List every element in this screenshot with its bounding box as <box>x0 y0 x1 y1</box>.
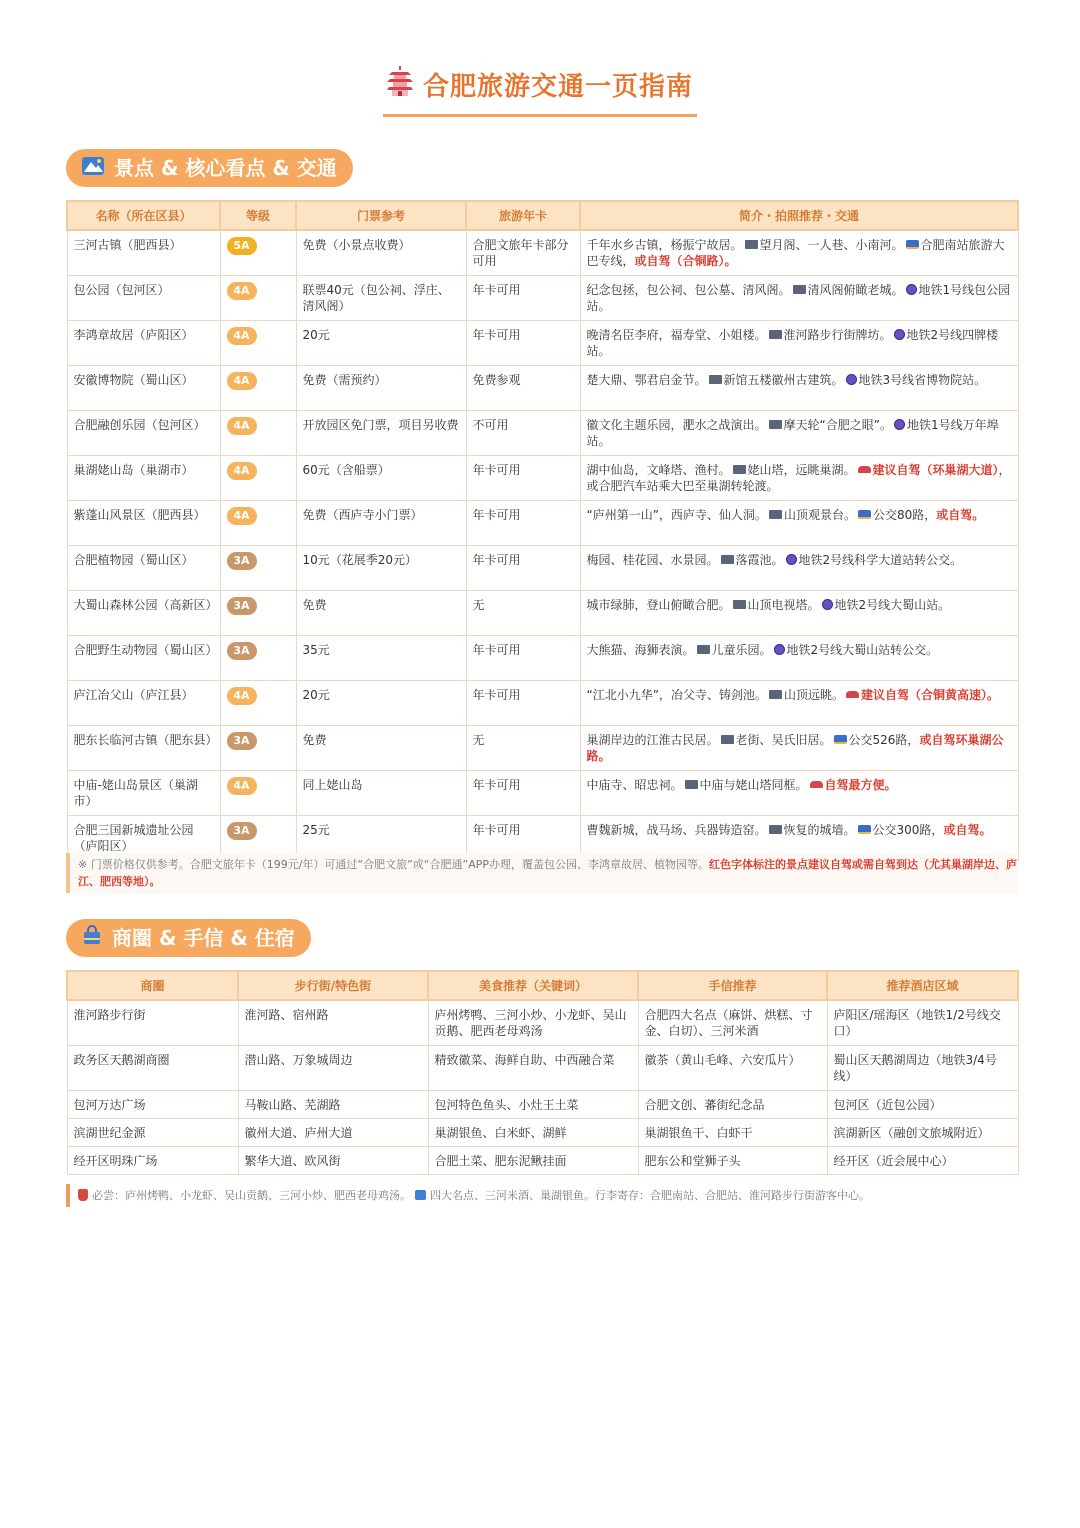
section-attractions-title: 景点 & 核心看点 & 交通 <box>114 156 337 180</box>
self-drive-highlight: 或自驾（合铜路）。 <box>634 254 737 268</box>
description-text: 巢湖岸边的江淮古民居。 <box>586 733 719 747</box>
column-header-annual-card: 旅游年卡 <box>466 201 580 230</box>
food-recommendation: 庐州烤鸭、三河小炒、小龙虾、吴山贡鹅、肥西老母鸡汤 <box>428 1000 638 1046</box>
camera-icon <box>769 690 782 699</box>
attraction-ticket: 25元 <box>296 816 466 861</box>
level-badge: 4A <box>227 282 257 300</box>
column-header-name: 名称（所在区县） <box>67 201 220 230</box>
attraction-annual-card: 年卡可用 <box>466 681 580 726</box>
level-badge: 4A <box>227 417 257 435</box>
description-text: 儿童乐园。 <box>711 643 772 657</box>
description-text: 地铁2号线大蜀山站。 <box>834 598 951 612</box>
attraction-description <box>580 411 1018 456</box>
hotel-area: 经开区（近会展中心） <box>827 1147 1018 1175</box>
table-row <box>67 1000 1018 1046</box>
attraction-name: 安徽博物院（蜀山区） <box>67 366 220 411</box>
attraction-level <box>220 681 296 726</box>
attraction-annual-card: 年卡可用 <box>466 276 580 321</box>
column-header-description: 简介・拍照推荐・交通 <box>580 201 1018 230</box>
shopping-note-luggage: 四大名点、三河米酒、巢湖银鱼。行李寄存：合肥南站、合肥站、淮河路步行街游客中心。 <box>430 1189 870 1202</box>
description-text: 恢复的城墙。 <box>783 823 856 837</box>
street-name: 马鞍山路、芜湖路 <box>238 1091 428 1119</box>
level-badge: 4A <box>227 327 257 345</box>
level-badge: 5A <box>227 237 257 255</box>
table-row <box>67 681 1018 726</box>
bus-icon <box>834 735 847 744</box>
attraction-name: 中庙-姥山岛景区（巢湖市） <box>67 771 220 816</box>
attraction-annual-card: 年卡可用 <box>466 456 580 501</box>
description-text: 地铁2号线四牌楼站。 <box>586 328 999 358</box>
description-text: 中庙与姥山塔同框。 <box>699 778 808 792</box>
hotel-area: 包河区（近包公园） <box>827 1091 1018 1119</box>
level-badge: 4A <box>227 372 257 390</box>
attraction-annual-card: 无 <box>466 591 580 636</box>
camera-icon <box>793 285 806 294</box>
attraction-annual-card: 免费参观 <box>466 366 580 411</box>
self-drive-highlight: 或自驾环巢湖公路。 <box>586 733 1004 763</box>
attraction-annual-card: 年卡可用 <box>466 771 580 816</box>
food-recommendation: 合肥土菜、肥东泥鳅挂面 <box>428 1147 638 1175</box>
attraction-ticket: 35元 <box>296 636 466 681</box>
district-name: 包河万达广场 <box>67 1091 238 1119</box>
table-row <box>67 1046 1018 1091</box>
attraction-name: 三河古镇（肥西县） <box>67 230 220 276</box>
column-header-hotel-area: 推荐酒店区域 <box>827 971 1018 1000</box>
attraction-annual-card: 不可用 <box>466 411 580 456</box>
souvenir-recommendation: 徽茶（黄山毛峰、六安瓜片） <box>638 1046 827 1091</box>
level-badge: 4A <box>227 687 257 705</box>
description-text: 徽文化主题乐园，淝水之战演出。 <box>586 418 767 432</box>
camera-icon <box>733 600 746 609</box>
table-row <box>67 636 1018 681</box>
self-drive-highlight: 建议自驾（环巢湖大道） <box>872 463 999 477</box>
attraction-name: 紫蓬山风景区（肥西县） <box>67 501 220 546</box>
metro-icon <box>894 329 905 340</box>
attraction-annual-card: 合肥文旅年卡部分可用 <box>466 230 580 276</box>
shopping-note <box>66 1184 1018 1207</box>
section-shopping-heading <box>66 919 311 957</box>
attraction-name: 大蜀山森林公园（高新区） <box>67 591 220 636</box>
hotel-area: 庐阳区/瑶海区（地铁1/2号线交口） <box>827 1000 1018 1046</box>
attraction-name: 合肥野生动物园（蜀山区） <box>67 636 220 681</box>
camera-icon <box>685 780 698 789</box>
level-badge: 4A <box>227 507 257 525</box>
district-name: 淮河路步行街 <box>67 1000 238 1046</box>
attraction-level <box>220 501 296 546</box>
attraction-level <box>220 230 296 276</box>
bus-icon <box>858 825 871 834</box>
shopping-table <box>66 970 1019 1175</box>
description-text: 老街、吴氏旧居。 <box>735 733 832 747</box>
street-name: 淮河路、宿州路 <box>238 1000 428 1046</box>
description-text: 楚大鼎、鄂君启金节。 <box>586 373 707 387</box>
description-text: 公交300路， <box>872 823 944 837</box>
shopping-table-body <box>67 1000 1018 1175</box>
self-drive-highlight: 或自驾。 <box>936 508 985 522</box>
metro-icon <box>822 599 833 610</box>
description-text: 中庙寺、昭忠祠。 <box>586 778 683 792</box>
hotel-area: 蜀山区天鹅湖周边（地铁3/4号线） <box>827 1046 1018 1091</box>
self-drive-highlight: 自驾最方便。 <box>824 778 897 792</box>
attraction-level <box>220 456 296 501</box>
level-badge: 4A <box>227 462 257 480</box>
attraction-annual-card: 年卡可用 <box>466 321 580 366</box>
column-header-ticket: 门票参考 <box>296 201 466 230</box>
attraction-ticket: 20元 <box>296 681 466 726</box>
table-row <box>67 230 1018 276</box>
table-row <box>67 726 1018 771</box>
column-header-level: 等级 <box>220 201 296 230</box>
attraction-level <box>220 321 296 366</box>
description-text: 曹魏新城，战马场、兵器铸造窑。 <box>586 823 767 837</box>
camera-icon <box>769 420 782 429</box>
level-badge: 3A <box>227 642 257 660</box>
description-text: 地铁1号线包公园站。 <box>586 283 1011 313</box>
description-text: 合肥南站旅游大巴专线， <box>586 238 1005 268</box>
attraction-description <box>580 546 1018 591</box>
attraction-description <box>580 591 1018 636</box>
souvenir-recommendation: 合肥四大名点（麻饼、烘糕、寸金、白切）、三河米酒 <box>638 1000 827 1046</box>
self-drive-highlight: 建议自驾（合铜黄高速）。 <box>860 688 999 702</box>
mountain-lake-icon <box>82 149 104 187</box>
attraction-ticket: 10元（花展季20元） <box>296 546 466 591</box>
description-text: 晚清名臣李府，福寿堂、小姐楼。 <box>586 328 767 342</box>
description-text: 地铁3号线省博物院站。 <box>858 373 987 387</box>
description-text: 淮河路步行街牌坊。 <box>783 328 892 342</box>
description-text: 落霞池。 <box>735 553 784 567</box>
description-text: 山顶观景台。 <box>783 508 856 522</box>
attraction-name: 合肥植物园（蜀山区） <box>67 546 220 591</box>
camera-icon <box>721 555 734 564</box>
description-text: “江北小九华”，冶父寺、铸剑池。 <box>586 688 767 702</box>
attraction-ticket: 免费 <box>296 591 466 636</box>
description-text: ，或合肥汽车站乘大巴至巢湖转轮渡。 <box>586 463 1011 493</box>
camera-icon <box>769 330 782 339</box>
attraction-annual-card: 年卡可用 <box>466 636 580 681</box>
shopping-note-food: 必尝：庐州烤鸭、小龙虾、吴山贡鹅、三河小炒、肥西老母鸡汤。 <box>92 1189 411 1202</box>
bus-icon <box>858 510 871 519</box>
description-text: 山顶远眺。 <box>783 688 844 702</box>
table-row <box>67 1119 1018 1147</box>
attractions-table-header <box>67 201 1018 230</box>
street-name: 徽州大道、庐州大道 <box>238 1119 428 1147</box>
table-row <box>67 591 1018 636</box>
column-header-food: 美食推荐（关键词） <box>428 971 638 1000</box>
souvenir-recommendation: 巢湖银鱼干、白虾干 <box>638 1119 827 1147</box>
attraction-description <box>580 726 1018 771</box>
title-bar <box>0 66 1080 117</box>
drink-icon <box>78 1189 88 1201</box>
camera-icon <box>733 465 746 474</box>
table-row <box>67 321 1018 366</box>
level-badge: 3A <box>227 552 257 570</box>
camera-icon <box>697 645 710 654</box>
table-row <box>67 411 1018 456</box>
description-text: 姥山塔，远眺巢湖。 <box>747 463 856 477</box>
street-name: 繁华大道、欧风街 <box>238 1147 428 1175</box>
description-text: 公交80路， <box>872 508 937 522</box>
table-row <box>67 501 1018 546</box>
description-text: 地铁2号线大蜀山站转公交。 <box>786 643 939 657</box>
attraction-description <box>580 230 1018 276</box>
camera-icon <box>745 240 758 249</box>
souvenir-recommendation: 合肥文创、蕃街纪念品 <box>638 1091 827 1119</box>
shopping-bag-icon <box>82 919 102 957</box>
attraction-name: 庐江冶父山（庐江县） <box>67 681 220 726</box>
car-icon <box>810 781 823 788</box>
camera-icon <box>721 735 734 744</box>
table-row <box>67 276 1018 321</box>
metro-icon <box>774 644 785 655</box>
attractions-note-text: ※ 门票价格仅供参考。合肥文旅年卡（199元/年）可通过“合肥文旅”或“合肥通”APP办理，覆盖包公园、李鸿章故居、植物园等。 <box>78 858 709 871</box>
attraction-ticket: 联票40元（包公祠、浮庄、清风阁） <box>296 276 466 321</box>
attraction-ticket: 60元（含船票） <box>296 456 466 501</box>
attraction-level <box>220 546 296 591</box>
attraction-name: 巢湖姥山岛（巢湖市） <box>67 456 220 501</box>
description-text: 地铁2号线科学大道站转公交。 <box>798 553 963 567</box>
section-attractions-heading <box>66 149 353 187</box>
column-header-souvenir: 手信推荐 <box>638 971 827 1000</box>
attraction-name: 李鸿章故居（庐阳区） <box>67 321 220 366</box>
food-recommendation: 精致徽菜、海鲜自助、中西融合菜 <box>428 1046 638 1091</box>
food-recommendation: 包河特色鱼头、小灶王土菜 <box>428 1091 638 1119</box>
camera-icon <box>769 825 782 834</box>
attractions-note <box>66 853 1018 893</box>
description-text: 地铁1号线万年埠站。 <box>586 418 999 448</box>
attraction-description <box>580 276 1018 321</box>
page-title-text: 合肥旅游交通一页指南 <box>422 72 693 102</box>
pagoda-icon <box>387 66 413 103</box>
column-header-street: 步行街/特色街 <box>238 971 428 1000</box>
description-text: 大熊猫、海狮表演。 <box>586 643 695 657</box>
level-badge: 3A <box>227 732 257 750</box>
attraction-level <box>220 276 296 321</box>
car-icon <box>858 466 871 473</box>
food-recommendation: 巢湖银鱼、白米虾、湖鲜 <box>428 1119 638 1147</box>
attraction-name: 合肥三国新城遗址公园（庐阳区） <box>67 816 220 861</box>
attraction-description <box>580 366 1018 411</box>
description-text: 山顶电视塔。 <box>747 598 820 612</box>
attraction-name: 包公园（包河区） <box>67 276 220 321</box>
description-text: 千年水乡古镇，杨振宁故居。 <box>586 238 743 252</box>
level-badge: 4A <box>227 777 257 795</box>
level-badge: 3A <box>227 597 257 615</box>
section-shopping-title: 商圈 & 手信 & 住宿 <box>112 926 295 950</box>
bus-icon <box>906 240 919 249</box>
table-row <box>67 1147 1018 1175</box>
attraction-level <box>220 771 296 816</box>
description-text: 摩天轮“合肥之眼”。 <box>783 418 892 432</box>
shopping-bag-icon <box>415 1190 426 1200</box>
metro-icon <box>786 554 797 565</box>
shopping-table-header <box>67 971 1018 1000</box>
description-text: 梅园、桂花园、水景园。 <box>586 553 719 567</box>
description-text: 湖中仙岛，文峰塔、渔村。 <box>586 463 731 477</box>
table-row <box>67 456 1018 501</box>
column-header-district: 商圈 <box>67 971 238 1000</box>
attraction-description <box>580 456 1018 501</box>
table-row <box>67 771 1018 816</box>
attraction-description <box>580 771 1018 816</box>
attraction-ticket: 同上姥山岛 <box>296 771 466 816</box>
self-drive-highlight: 或自驾。 <box>943 823 992 837</box>
attraction-ticket: 免费 <box>296 726 466 771</box>
attraction-name: 肥东长临河古镇（肥东县） <box>67 726 220 771</box>
attraction-annual-card: 无 <box>466 726 580 771</box>
attraction-level <box>220 411 296 456</box>
attraction-annual-card: 年卡可用 <box>466 816 580 861</box>
attraction-description <box>580 636 1018 681</box>
attractions-table <box>66 200 1019 861</box>
description-text: “庐州第一山”，西庐寺、仙人洞。 <box>586 508 767 522</box>
attraction-ticket: 20元 <box>296 321 466 366</box>
camera-icon <box>709 375 722 384</box>
attraction-level <box>220 591 296 636</box>
attraction-ticket: 免费（小景点收费） <box>296 230 466 276</box>
attraction-ticket: 免费（需预约） <box>296 366 466 411</box>
hotel-area: 滨湖新区（融创文旅城附近） <box>827 1119 1018 1147</box>
attraction-level <box>220 366 296 411</box>
attraction-description <box>580 681 1018 726</box>
attraction-level <box>220 726 296 771</box>
description-text: 纪念包拯，包公祠、包公墓、清风阁。 <box>586 283 791 297</box>
street-name: 潜山路、万象城周边 <box>238 1046 428 1091</box>
description-text: 公交526路， <box>848 733 920 747</box>
attraction-description <box>580 501 1018 546</box>
metro-icon <box>894 419 905 430</box>
table-row <box>67 366 1018 411</box>
car-icon <box>846 691 859 698</box>
description-text: 新馆五楼徽州古建筑。 <box>723 373 844 387</box>
metro-icon <box>906 284 917 295</box>
attraction-ticket: 开放园区免门票，项目另收费 <box>296 411 466 456</box>
attractions-table-body <box>67 230 1018 861</box>
metro-icon <box>846 374 857 385</box>
level-badge: 3A <box>227 822 257 840</box>
attraction-name: 合肥融创乐园（包河区） <box>67 411 220 456</box>
table-row <box>67 1091 1018 1119</box>
description-text: 清风阁俯瞰老城。 <box>807 283 904 297</box>
district-name: 政务区天鹅湖商圈 <box>67 1046 238 1091</box>
attraction-annual-card: 年卡可用 <box>466 501 580 546</box>
camera-icon <box>769 510 782 519</box>
page-title <box>383 66 697 117</box>
description-text: 望月阁、一人巷、小南河。 <box>759 238 904 252</box>
attraction-level <box>220 636 296 681</box>
attractions-note-highlight: 红色字体标注的景点建议自驾或需自驾到达（尤其巢湖岸边、庐江、肥西等地）。 <box>78 858 1017 888</box>
district-name: 滨湖世纪金源 <box>67 1119 238 1147</box>
attraction-description <box>580 321 1018 366</box>
district-name: 经开区明珠广场 <box>67 1147 238 1175</box>
description-text: 城市绿肺，登山俯瞰合肥。 <box>586 598 731 612</box>
souvenir-recommendation: 肥东公和堂狮子头 <box>638 1147 827 1175</box>
attraction-annual-card: 年卡可用 <box>466 546 580 591</box>
table-row <box>67 546 1018 591</box>
attraction-ticket: 免费（西庐寺小门票） <box>296 501 466 546</box>
